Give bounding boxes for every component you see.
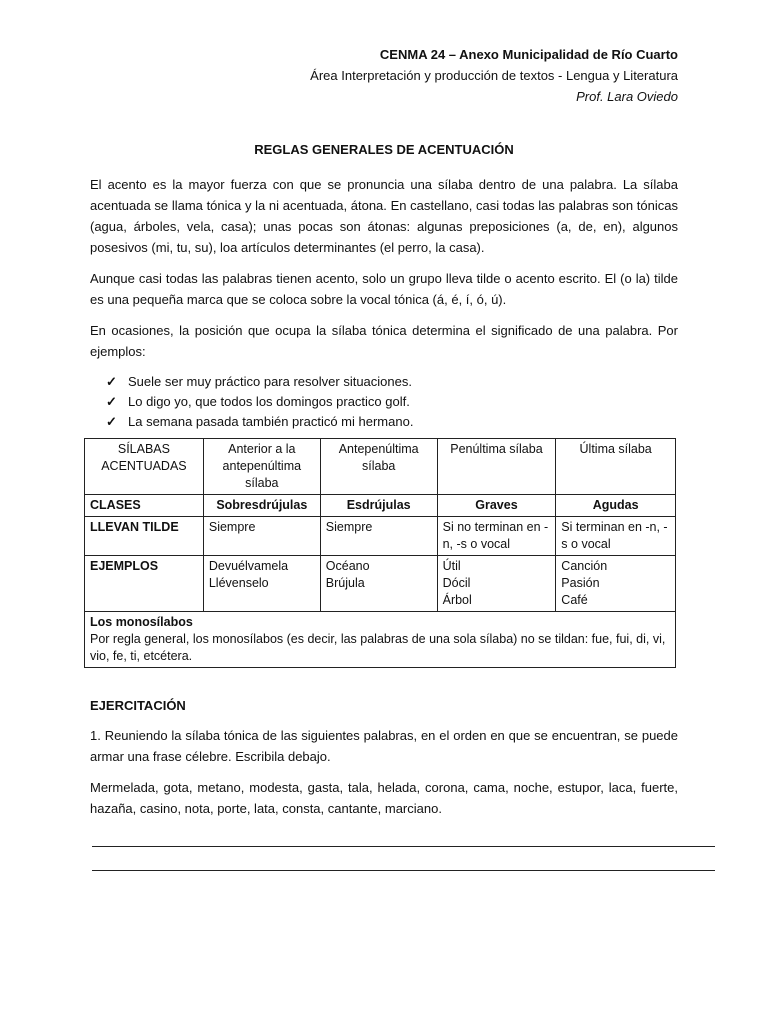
list-item <box>106 372 678 392</box>
example-word: Brújula <box>325 576 365 590</box>
exercise-title: EJERCITACIÓN <box>90 698 186 713</box>
example-word: Océano <box>325 559 370 573</box>
table-row-tilde <box>85 517 676 556</box>
example-word: Llévenselo <box>208 576 269 590</box>
table-row-clases <box>85 495 676 517</box>
table-cell: Graves <box>437 495 556 517</box>
table-cell: LLEVAN TILDE <box>85 517 204 556</box>
table-cell: EJEMPLOS <box>85 556 204 612</box>
accent-rules-table <box>84 438 676 668</box>
examples-list <box>90 372 678 432</box>
table-header-cell: Penúltima sílaba <box>437 439 556 495</box>
checkmark-icon: ✓ <box>106 374 117 389</box>
monosyllables-text: Por regla general, los monosílabos (es decir, las palabras de una sola sílaba) no se tildan: fue, fui, di, vi, vio, fe, ti, etcétera. <box>90 632 666 663</box>
example-text: Suele ser muy práctico para resolver situaciones. <box>128 374 412 389</box>
table-cell <box>556 556 676 612</box>
institution-name: CENMA 24 – Anexo Municipalidad de Río Cuarto <box>379 47 678 62</box>
table-cell <box>437 556 556 612</box>
exercise-instruction: 1. Reuniendo la sílaba tónica de las siguientes palabras, en el orden en que se encuentran, se puede armar una frase célebre. Escribila debajo. <box>90 728 678 764</box>
checkmark-icon: ✓ <box>106 414 117 429</box>
paragraph-accent-definition: El acento es la mayor fuerza con que se pronuncia una sílaba dentro de una palabra. La sílaba acentuada se llama tónica y la ni acentuada, átona. En castellano, casi todas las palabras son tónicas (agua, árboles, vela, casa); unas pocas son átonas: algunas preposiciones (a, de, en), algunos posesivos (mi, tu, su), loa artículos determinantes (el perro, la casa). <box>90 177 678 255</box>
document-header <box>310 44 678 107</box>
table-header-cell: SÍLABAS ACENTUADAS <box>85 439 204 495</box>
answer-line[interactable] <box>92 846 715 847</box>
answer-line[interactable] <box>92 870 715 871</box>
example-word: Dócil <box>442 576 471 590</box>
table-cell: Si terminan en -n, -s o vocal <box>556 517 676 556</box>
example-word: Café <box>561 593 588 607</box>
table-header-cell: Antepenúltima sílaba <box>320 439 437 495</box>
table-header-row <box>85 439 676 495</box>
example-text: Lo digo yo, que todos los domingos practico golf. <box>128 394 410 409</box>
monosyllables-title: Los monosílabos <box>90 615 193 629</box>
example-word: Árbol <box>442 593 472 607</box>
example-word: Pasión <box>561 576 600 590</box>
table-cell: Agudas <box>556 495 676 517</box>
example-word: Canción <box>561 559 608 573</box>
table-row-ejemplos <box>85 556 676 612</box>
list-item <box>106 392 678 412</box>
table-cell: Siempre <box>320 517 437 556</box>
subject-area: Área Interpretación y producción de textos - Lengua y Literatura <box>310 68 678 83</box>
paragraph-position-meaning: En ocasiones, la posición que ocupa la sílaba tónica determina el significado de una palabra. Por ejemplos: <box>90 323 678 359</box>
table-cell: CLASES <box>85 495 204 517</box>
table-cell: Sobresdrújulas <box>203 495 320 517</box>
example-word: Devuélvamela <box>208 559 289 573</box>
table-header-cell: Última sílaba <box>556 439 676 495</box>
table-cell <box>320 556 437 612</box>
checkmark-icon: ✓ <box>106 394 117 409</box>
list-item <box>106 412 678 432</box>
example-word: Útil <box>442 559 461 573</box>
main-content <box>90 174 678 829</box>
table-cell: Si no terminan en -n, -s o vocal <box>437 517 556 556</box>
example-text: La semana pasada también practicó mi hermano. <box>128 414 414 429</box>
teacher-name: Prof. Lara Oviedo <box>576 89 678 104</box>
table-cell: Esdrújulas <box>320 495 437 517</box>
table-cell <box>203 556 320 612</box>
exercise-word-list: Mermelada, gota, metano, modesta, gasta, tala, helada, corona, cama, noche, estupor, laca, fuerte, hazaña, casino, nota, porte, lata, consta, cantante, marciano. <box>90 780 678 816</box>
paragraph-tilde-definition: Aunque casi todas las palabras tienen acento, solo un grupo lleva tilde o acento escrito. El (o la) tilde es una pequeña marca que se coloca sobre la vocal tónica (á, é, í, ó, ú). <box>90 271 678 307</box>
table-row-monosilabos <box>85 612 676 668</box>
table-header-cell: Anterior a la antepenúltima sílaba <box>203 439 320 495</box>
table-cell <box>85 612 676 668</box>
table-cell: Siempre <box>203 517 320 556</box>
page-title: REGLAS GENERALES DE ACENTUACIÓN <box>254 142 514 157</box>
